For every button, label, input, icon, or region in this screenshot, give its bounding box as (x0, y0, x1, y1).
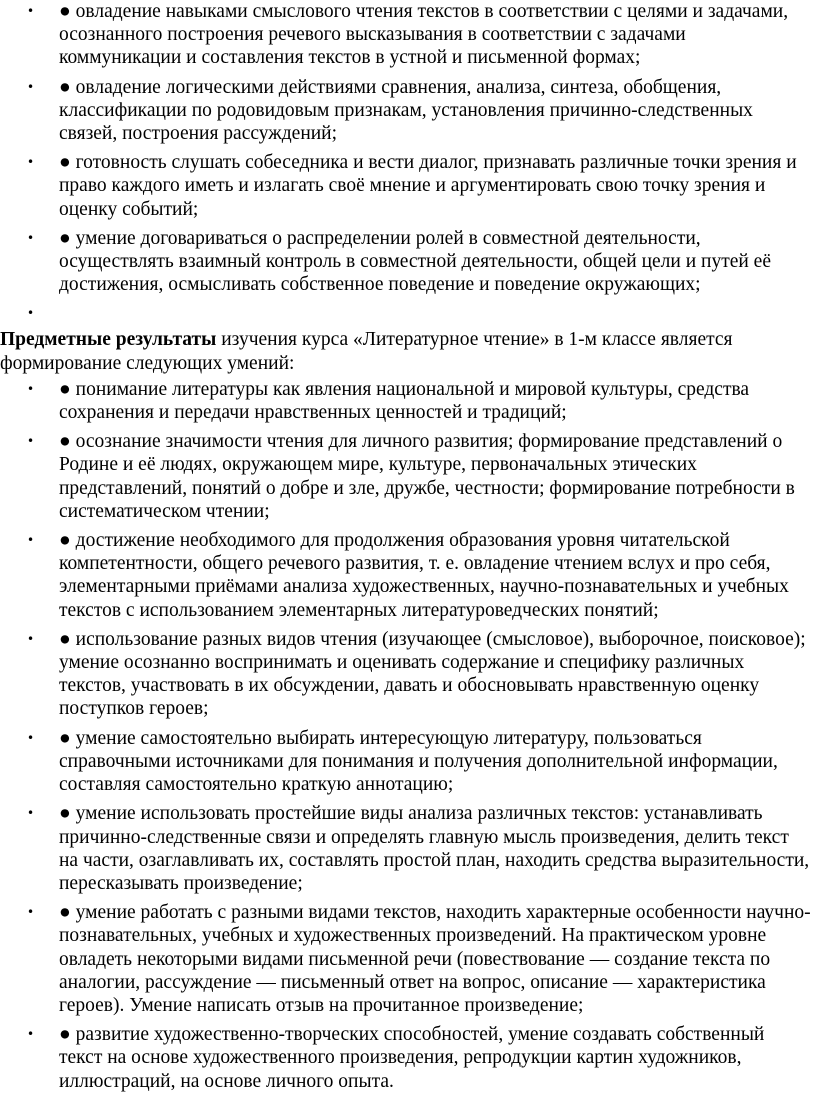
bullet-icon: • (27, 533, 35, 548)
list-item (0, 802, 816, 895)
bullet-icon: • (27, 230, 35, 245)
list-item-text: ● развитие художественно-творческих способностей, умение создавать собственный текст на основе художественного произведения, репродукции картин художников, иллюстраций, на основе личного опыта. (59, 1024, 765, 1092)
bullet-icon: • (27, 155, 35, 170)
list-item-text: ● осознание значимости чтения для личного развития; формирование представлений о Родине и её людях, окружающем мире, культуре, первоначальных этических представлений, понятий о добре и зле, дружбе, честности; формирование потребности в систематическом чтении; (59, 431, 795, 522)
subject-results-text: изучения курса «Литературное чтение» в 1-м классе является формирование следующих умений: (0, 329, 733, 374)
bullet-icon: • (27, 806, 35, 821)
bullet-list-metasubject (0, 0, 816, 325)
list-item (0, 1023, 816, 1093)
list-item (0, 0, 816, 70)
bullet-icon: • (27, 381, 35, 396)
list-item-text: ● достижение необходимого для продолжения образования уровня читательской компетентности, общего речевого развития, т. е. овладение чтением вслух и про себя, элементарными приёмами анализа художественных, научно-познавательных и учебных текстов с использованием элементарных литературоведческих понятий; (59, 530, 789, 621)
list-item-text: ● использование разных видов чтения (изучающее (смысловое), выборочное, поисковое); умение осознанно воспринимать и оценивать содержание и специфику различных текстов, участвовать в их обсуждении, давать и обосновывать нравственную оценку поступков героев; (59, 628, 806, 720)
list-item-text: ● овладение навыками смыслового чтения текстов в соответствии с целями и задачами, осознанного построения речевого высказывания в соответствии с задачами коммуникации и составления текстов в устной и письменной формах; (59, 1, 789, 69)
list-item-text: ● умение договариваться о распределении ролей в совместной деятельности, осуществлять взаимный контроль в совместной деятельности, общей цели и путей её достижения, осмысливать собственное поведение и поведение окружающих; (59, 227, 771, 296)
list-item (0, 151, 816, 221)
list-item-text: ● умение самостоятельно выбирать интересующую литературу, пользоваться справочными источниками для понимания и получения дополнительной информации, составляя самостоятельно краткую аннотацию; (59, 727, 778, 796)
bullet-icon: • (27, 730, 35, 745)
bullet-icon: • (27, 79, 35, 94)
list-item-text: ● понимание литературы как явления национальной и мировой культуры, средства сохранения и передачи нравственных ценностей и традиций; (59, 378, 750, 424)
bullet-list-subject-results (0, 378, 816, 1093)
list-item (0, 430, 816, 523)
list-item-text: ● овладение логическими действиями сравнения, анализа, синтеза, обобщения, классификации по родовидовым признакам, установления причинно-следственных связей, построения рассуждений; (59, 76, 753, 145)
bullet-icon: • (27, 905, 35, 920)
list-item (0, 378, 816, 424)
subject-results-paragraph (0, 325, 816, 377)
list-item (0, 529, 816, 622)
bullet-icon: • (27, 306, 35, 321)
list-item-text: ● умение использовать простейшие виды анализа различных текстов: устанавливать причинно-следственные связи и определять главную мысль произведения, делить текст на части, озаглавливать их, составлять простой план, находить средства выразительности, пересказывать произведение; (59, 803, 810, 894)
list-item-text: ● готовность слушать собеседника и вести диалог, признавать различные точки зрения и право каждого иметь и излагать своё мнение и аргументировать свою точку зрения и оценку событий; (59, 152, 797, 220)
bullet-icon: • (27, 1027, 35, 1042)
list-item-empty (0, 302, 816, 325)
list-item (0, 901, 816, 1017)
bullet-icon: • (27, 4, 35, 18)
subject-results-heading: Предметные результаты (0, 329, 217, 351)
list-item (0, 227, 816, 297)
list-item (0, 76, 816, 146)
list-item (0, 727, 816, 797)
bullet-icon: • (27, 434, 35, 449)
list-item-text: ● умение работать с разными видами текстов, находить характерные особенности научно-познавательных, учебных и художественных произведений. На практическом уровне овладеть некоторыми видами письменной речи (повествование — создание текста по аналогии, рассуждение — письменный ответ на вопрос, описание — характеристика героев). Умение написать отзыв на прочитанное произведение; (59, 902, 811, 1016)
list-item (0, 628, 816, 721)
bullet-icon: • (27, 631, 35, 646)
